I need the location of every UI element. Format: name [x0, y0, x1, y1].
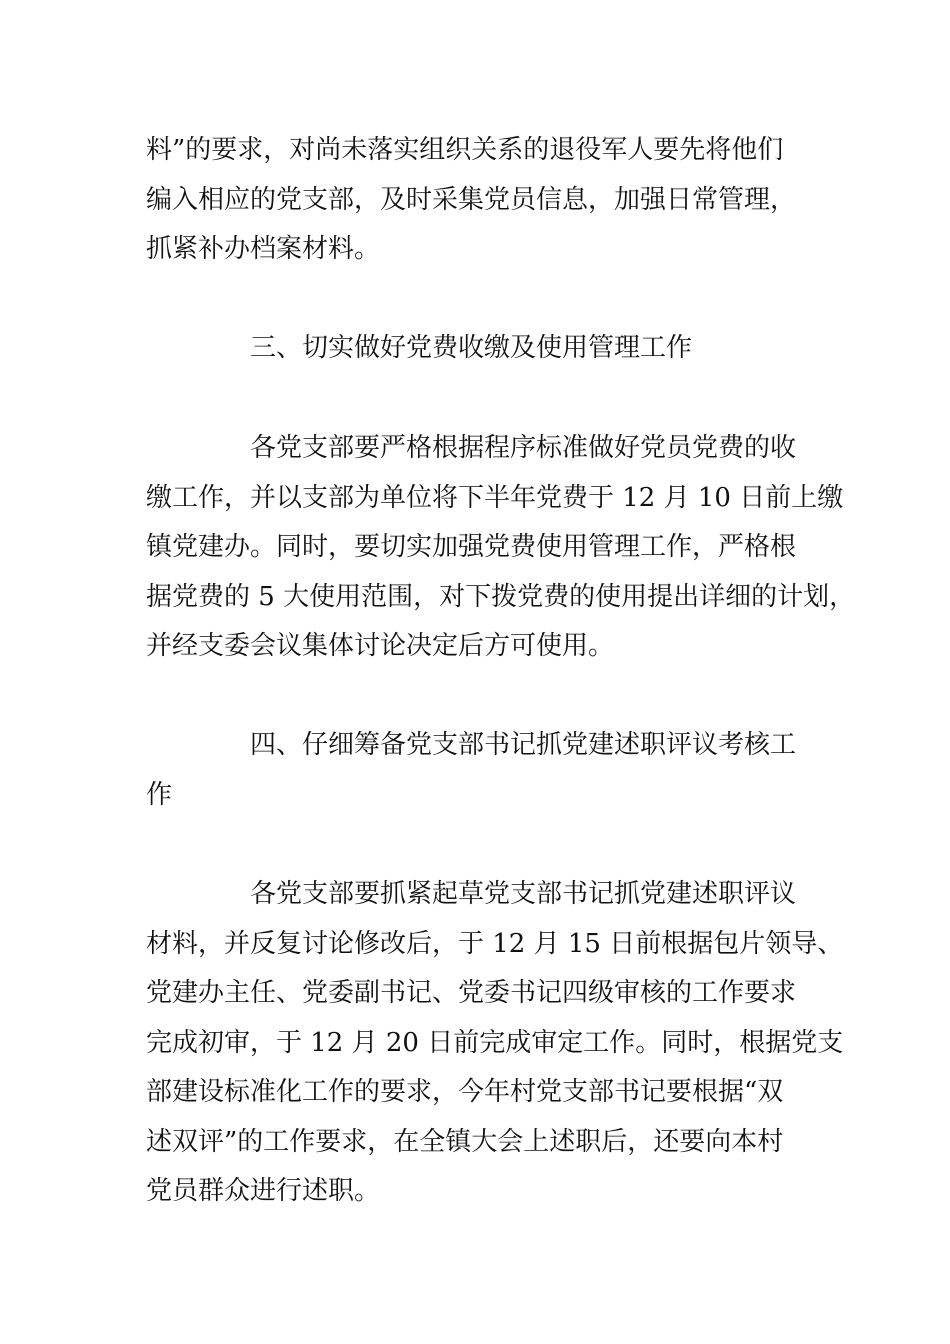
text-line: 党员群众进行述职。: [146, 1176, 381, 1206]
text-line: 材料，并反复讨论修改后，于 12 月 15 日前根据包片领导、: [146, 928, 844, 959]
text-line: 抓紧补办档案材料。: [146, 234, 381, 264]
paragraph-3: [146, 424, 856, 672]
section-heading-3: [146, 324, 818, 374]
text-line: 缴工作，并以支部为单位将下半年党费于 12 月 10 日前上缴: [146, 482, 844, 513]
heading-line: 作: [146, 779, 173, 810]
paragraph-4: [146, 870, 844, 1217]
text-line: 部建设标准化工作的要求，今年村党支部书记要根据“双: [146, 1077, 784, 1107]
section-heading-4: [146, 721, 818, 820]
paragraph-continued: [146, 126, 818, 275]
text-line: 镇党建办。同时，要切实加强党费使用管理工作，严格根: [146, 532, 797, 562]
text-line: 编入相应的党支部，及时采集党员信息，加强日常管理，: [146, 184, 797, 215]
text-line: 述双评”的工作要求，在全镇大会上述职后，还要向本村: [146, 1126, 784, 1157]
text-line: 党建办主任、党委副书记、党委书记四级审核的工作要求: [146, 978, 797, 1008]
text-line: 完成初审，于 12 月 20 日前完成审定工作。同时，根据党支: [146, 1027, 844, 1058]
text-line: 各党支部要抓紧起草党支部书记抓党建述职评议: [250, 879, 797, 909]
text-line: 据党费的 5 大使用范围，对下拨党费的使用提出详细的计划，: [146, 581, 856, 612]
heading-line: 四、仔细筹备党支部书记抓党建述职评议考核工: [250, 730, 797, 760]
heading-line: 三、切实做好党费收缴及使用管理工作: [250, 333, 693, 363]
text-line: 并经支委会议集体讨论决定后方可使用。: [146, 631, 615, 661]
text-line: 各党支部要严格根据程序标准做好党员党费的收: [250, 433, 797, 463]
text-line: 料”的要求，对尚未落实组织关系的退役军人要先将他们: [146, 135, 784, 165]
